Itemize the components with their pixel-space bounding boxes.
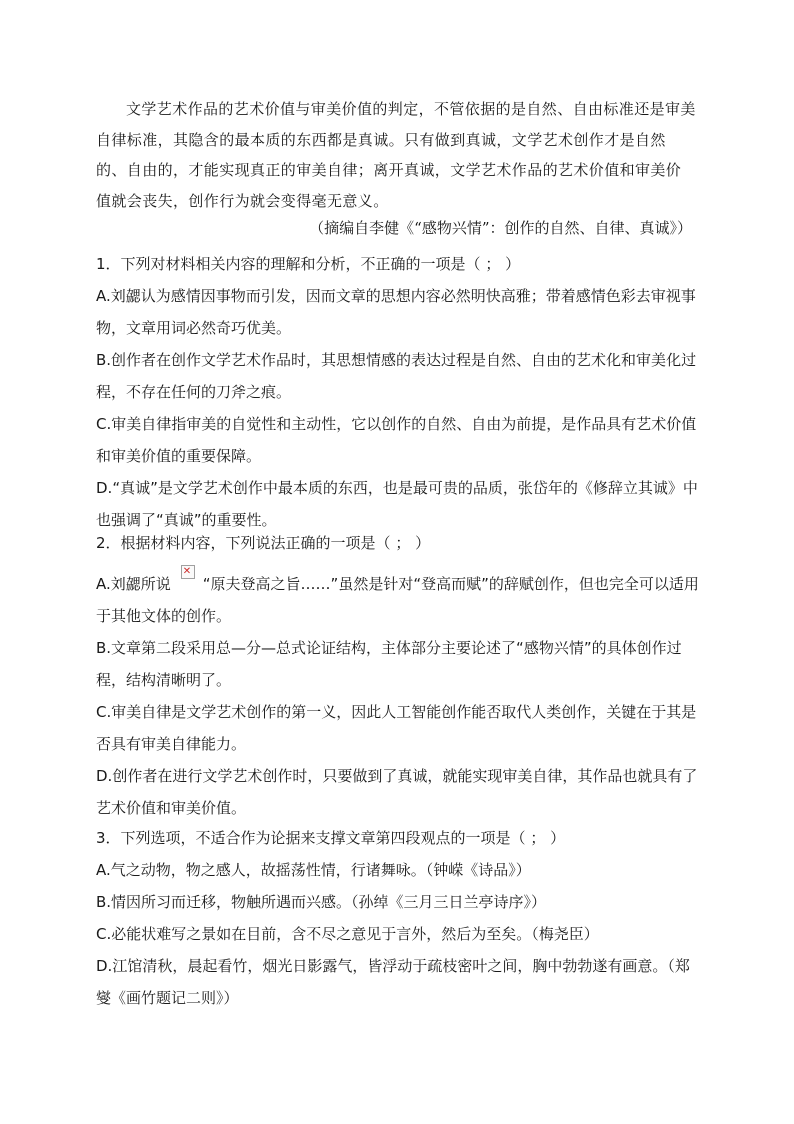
option-a: A.气之动物，物之感人，故摇荡性情，行诸舞咏。（钟嵘《诗品》） xyxy=(96,861,531,879)
question-stem: 3．下列选项，不适合作为论据来支撑文章第四段观点的一项是（ ； ） xyxy=(96,829,566,847)
passage-paragraph: 文学艺术作品的艺术价值与审美价值的判定，不管依据的是自然、自由标准还是审美自律标准，其隐含的最本质的东西都是真诚。只有做到真诚，文学艺术创作才是自然的、自由的，才能实现真正的审美自律；离开真诚，文学艺术作品的艺术价值和审美价值就会丧失，创作行为就会变得毫无意义。 xyxy=(96,100,696,210)
option-b: B.文章第二段采用总—分—总式论证结构，主体部分主要论述了“感物兴情”的具体创作过程，结构清晰明了。 xyxy=(96,639,682,689)
option-a: A.刘勰认为感情因事物而引发，因而文章的思想内容必然明快高雅；带着感情色彩去审视事物，文章用词必然奇巧优美。 xyxy=(96,287,696,337)
question-stem: 1．下列对材料相关内容的理解和分析，不正确的一项是（ ； ） xyxy=(96,255,521,273)
option-a xyxy=(96,565,700,632)
passage-source: （摘编自李健《“感物兴情”：创作的自然、自律、真诚》） xyxy=(309,219,692,237)
option-c: C.审美自律指审美的自觉性和主动性，它以创作的自然、自由为前提，是作品具有艺术价值和审美价值的重要保障。 xyxy=(96,415,697,465)
option-c: C.必能状难写之景如在目前，含不尽之意见于言外，然后为至矣。（梅尧臣） xyxy=(96,925,599,943)
option-c: C.审美自律是文学艺术创作的第一义，因此人工智能创作能否取代人类创作，关键在于其是否具有审美自律能力。 xyxy=(96,703,697,753)
question-2 xyxy=(96,527,700,824)
option-a-text: “原夫登高之旨……”虽然是针对“登高而赋”的辞赋创作，但也完全可以适用于其他文体的创作。 xyxy=(96,575,699,625)
option-b: B.情因所习而迁移，物触所遇而兴感。（孙绰《三月三日兰亭诗序》） xyxy=(96,893,547,911)
broken-image-icon xyxy=(181,565,195,579)
option-d: D.江馆清秋，晨起看竹，烟光日影露气，皆浮动于疏枝密叶之间，胸中勃勃遂有画意。（郑燮《画竹题记二则》） xyxy=(96,957,690,1007)
question-1 xyxy=(96,248,700,536)
question-stem: 2．根据材料内容，下列说法正确的一项是（ ； ） xyxy=(96,534,431,552)
option-d: D.“真诚”是文学艺术创作中最本质的东西，也是最可贵的品质，张岱年的《修辞立其诚》中也强调了“真诚”的重要性。 xyxy=(96,479,698,529)
option-d: D.创作者在进行文学艺术创作时，只要做到了真诚，就能实现审美自律，其作品也就具有了艺术价值和审美价值。 xyxy=(96,767,698,817)
option-b: B.创作者在创作文学艺术作品时，其思想情感的表达过程是自然、自由的艺术化和审美化过程，不存在任何的刀斧之痕。 xyxy=(96,351,697,401)
option-a-prefix: A.刘勰所说 xyxy=(96,575,171,593)
question-3 xyxy=(96,822,700,1014)
